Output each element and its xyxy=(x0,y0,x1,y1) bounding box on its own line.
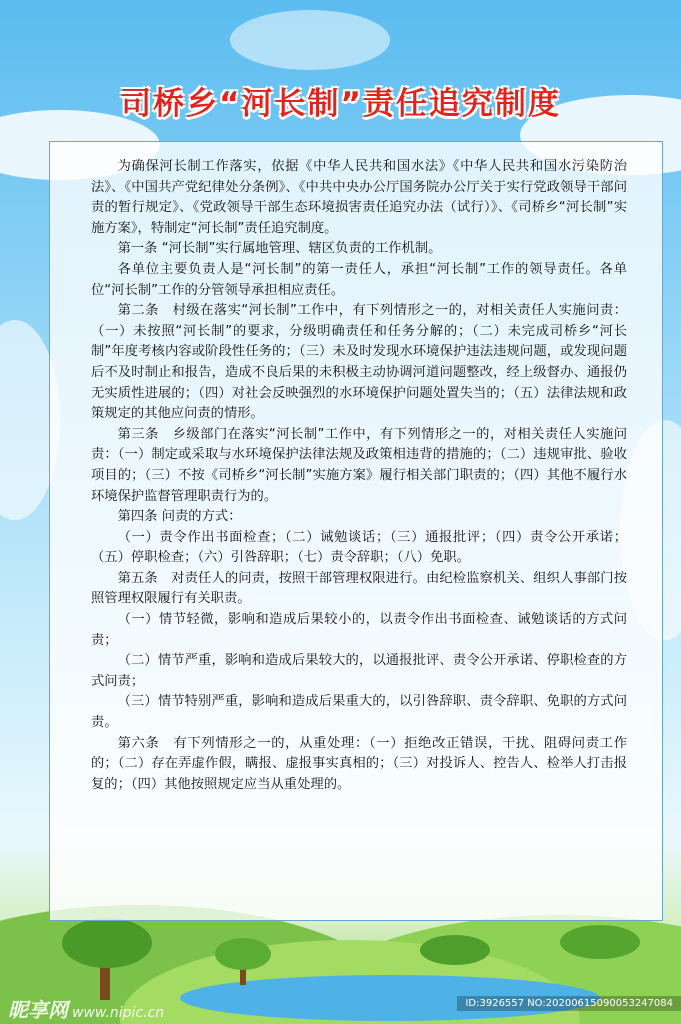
watermark-url: www.nipic.cn xyxy=(72,1005,165,1021)
paragraph-preamble: 为确保河长制工作落实，依据《中华人民共和国水法》《中华人民共和国水污染防治法》、《中国共产党纪律处分条例》、《中共中央办公厅国务院办公厅关于实行党政领导干部问责的暂行规定》、《党政领导干部生态环境损害责任追究办法（试行）》、《司桥乡“河长制”实施方案》，特制定“河长制”责任追究制度。 xyxy=(91,159,627,236)
paragraph-article-6: 第六条 有下列情形之一的，从重处理：（一）拒绝改正错误，干扰、阻碍问责工作的；（二）存在弄虚作假，瞒报、虚报事实真相的；（三）对投诉人、控告人、检举人打击报复的；（四）其他按照规定应当从重处理的。 xyxy=(91,735,627,792)
paragraph-article-3: 第三条 乡级部门在落实“河长制”工作中，有下列情形之一的，对相关责任人实施问责：（一）制定或采取与水环境保护法律法规及政策相违背的措施的；（二）违规审批、验收项目的；（三）不按《司桥乡“河长制”实施方案》履行相关部门职责的；（四）其他不履行水环境保护监督管理职责行为的。 xyxy=(91,426,627,504)
paragraph-article-5-item-3: （三）情节特别严重，影响和造成后果重大的，以引咎辞职、责令辞职、免职的方式问责。 xyxy=(91,694,627,731)
paragraph-article-5-item-2: （二）情节严重，影响和造成后果较大的，以通报批评、责令公开承诺、停职检查的方式问责； xyxy=(91,653,627,689)
watermark-logo xyxy=(8,994,164,1023)
tree-crown xyxy=(420,935,490,965)
tree-crown xyxy=(215,938,271,970)
watermark-id: ID:3926557 NO:20200615090053247084 xyxy=(457,996,681,1011)
paragraph-article-5-item-1: （一）情节轻微，影响和造成后果较小的，以责令作出书面检查、诫勉谈话的方式问责； xyxy=(91,612,627,648)
paragraph-article-4: 第四条 问责的方式： xyxy=(117,509,242,525)
tree-crown xyxy=(560,925,640,959)
tree-crown xyxy=(62,918,152,968)
document-body xyxy=(91,157,627,795)
paragraph-article-1: 第一条 “河长制”实行属地管理、辖区负责的工作机制。 xyxy=(117,241,442,257)
paragraph-article-1-detail: 各单位主要负责人是“河长制”的第一责任人，承担“河长制”工作的领导责任。各单位“河长制”工作的分管领导承担相应责任。 xyxy=(91,261,627,298)
paragraph-article-4-methods: （一）责令作出书面检查；（二）诫勉谈话；（三）通报批评；（四）责令公开承诺；（五）停职检查；（六）引咎辞职；（七）责令辞职；（八）免职。 xyxy=(91,529,627,566)
cloud xyxy=(230,10,390,70)
paragraph-article-2: 第二条 村级在落实“河长制”工作中，有下列情形之一的，对相关责任人实施问责：（一）未按照“河长制”的要求，分级明确责任和任务分解的；（二）未完成司桥乡“河长制”年度考核内容或阶段性任务的；（三）未及时发现水环境保护违法违规问题，或发现问题后不及时制止和报告，造成不良后果的未积极主动协调河道问题整改，经上级督办、通报仍无实质性进展的；（四）对社会反映强烈的水环境保护问题处置失当的；（五）法律法规和政策规定的其他应问责的情形。 xyxy=(91,303,627,422)
page-title: 司桥乡“河长制”责任追究制度 xyxy=(120,86,561,122)
watermark-logo-text: 昵享网 xyxy=(8,998,68,1022)
paragraph-article-5: 第五条 对责任人的问责，按照干部管理权限进行。由纪检监察机关、组织人事部门按照管理权限履行有关职责。 xyxy=(91,570,627,607)
